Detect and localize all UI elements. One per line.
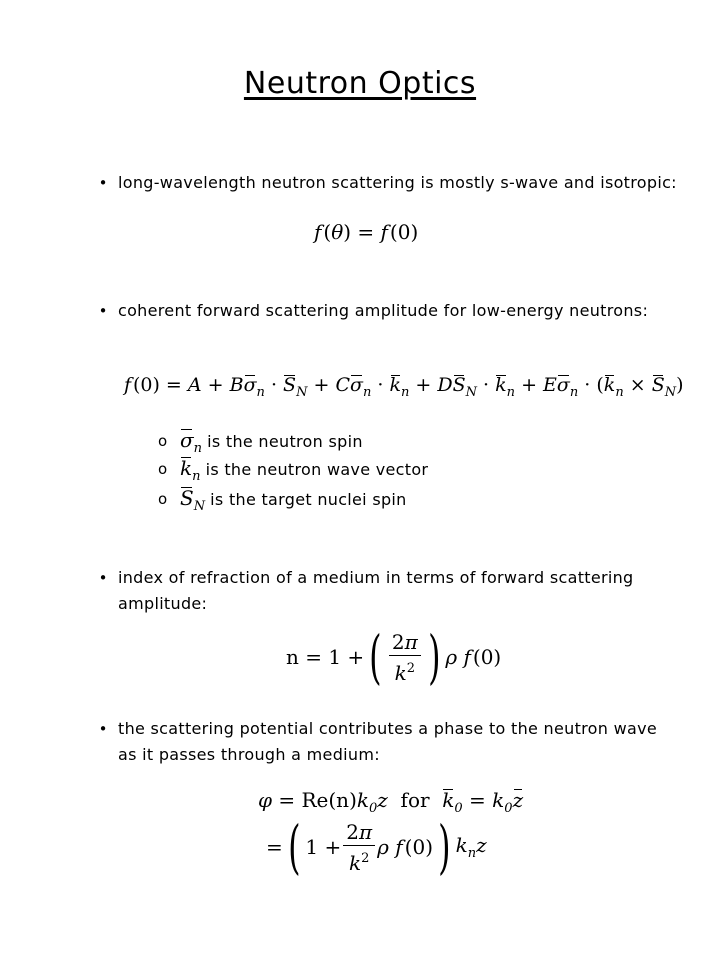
equation-forward-amplitude: f $(0) = A + B\sigma_n \cdot S_N + C\sigma_n \cdot k_n + DS_N \cdot k_n + E\sigma_n \cdot (k_n \times S_N)$: [124, 374, 684, 400]
sub-item-nuclei-spin: $S_N$ is the target nuclei spin: [180, 486, 407, 514]
sub-item-wave-vector: $k_n$ is the neutron wave vector: [180, 456, 429, 484]
bullet-marker: •: [98, 569, 108, 587]
bullet-marker: •: [98, 720, 108, 738]
bullet-marker: •: [98, 174, 108, 192]
bullet-text-isotropic: long-wavelength neutron scattering is mostly s-wave and isotropic:: [118, 173, 677, 192]
sub-item-marker: o: [158, 460, 168, 478]
page-title: Neutron Optics: [243, 66, 477, 101]
sub-item-text: is the neutron wave vector: [205, 460, 429, 479]
equation-isotropic: f (θ) = f (0): [314, 220, 419, 244]
sub-item-neutron-spin: $\sigma_n$ is the neutron spin: [180, 428, 363, 456]
bullet-marker: •: [98, 302, 108, 320]
bullet-text-forward-amplitude: coherent forward scattering amplitude for low-energy neutrons:: [118, 301, 649, 320]
sub-item-marker: o: [158, 432, 168, 450]
sub-item-text: is the target nuclei spin: [210, 490, 407, 509]
sub-item-marker: o: [158, 490, 168, 508]
equation-phase-line1: $\varphi = Re(n)k_0z$ for $k_0 = k_0z$: [258, 788, 524, 816]
equation-refraction-index: n = 1 +( $\frac{2\pi}{k^2}$ ) ρ f (0): [286, 623, 502, 691]
bullet-text-refraction: index of refraction of a medium in terms of forward scattering amplitude:: [118, 568, 634, 613]
equation-phase-line2: =( 1 + $\frac{2\pi}{k^2}$ ρ f (0)) $k_nz$: [266, 813, 487, 881]
sub-item-text: is the neutron spin: [207, 432, 363, 451]
bullet-text-phase: the scattering potential contributes a phase to the neutron wave as it passes through a medium:: [118, 719, 657, 764]
